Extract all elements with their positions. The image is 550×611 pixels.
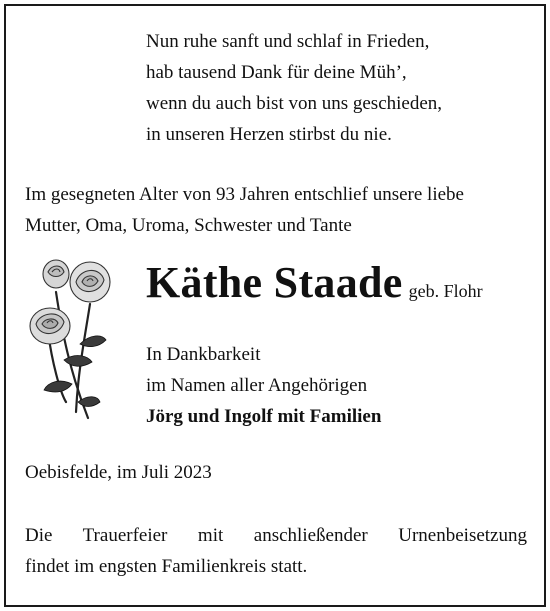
signoff-family-names: Jörg und Ingolf mit Familien [146,406,382,427]
poem-line: Nun ruhe sanft und schlaf in Frieden, [146,31,430,52]
poem-line: hab tausend Dank für deine Müh’, [146,62,407,83]
signoff-relatives: im Namen aller Angehörigen [146,375,368,396]
poem-line: in unseren Herzen stirbst du nie. [146,124,392,145]
intro-line: Mutter, Oma, Uroma, Schwester und Tante [25,215,352,236]
intro-line: Im gesegneten Alter von 93 Jahren entschlief unsere liebe [25,184,464,205]
death-announcement-text [25,179,527,241]
deceased-name-row [146,254,483,312]
funeral-line: findet im engsten Familienkreis statt. [25,556,308,577]
memorial-poem [146,26,442,150]
rose-bouquet-icon [26,252,118,424]
funeral-notice [25,520,527,582]
signoff-gratitude: In Dankbarkeit [146,344,261,365]
deceased-name: Käthe Staade [146,258,403,307]
maiden-name: geb. Flohr [408,281,483,301]
place-and-date: Oebisfelde, im Juli 2023 [25,462,212,483]
signoff-block [146,339,381,432]
funeral-line: Die Trauerfeier mit anschließender Urnenbeisetzung [25,525,527,546]
poem-line: wenn du auch bist von uns geschieden, [146,93,443,114]
